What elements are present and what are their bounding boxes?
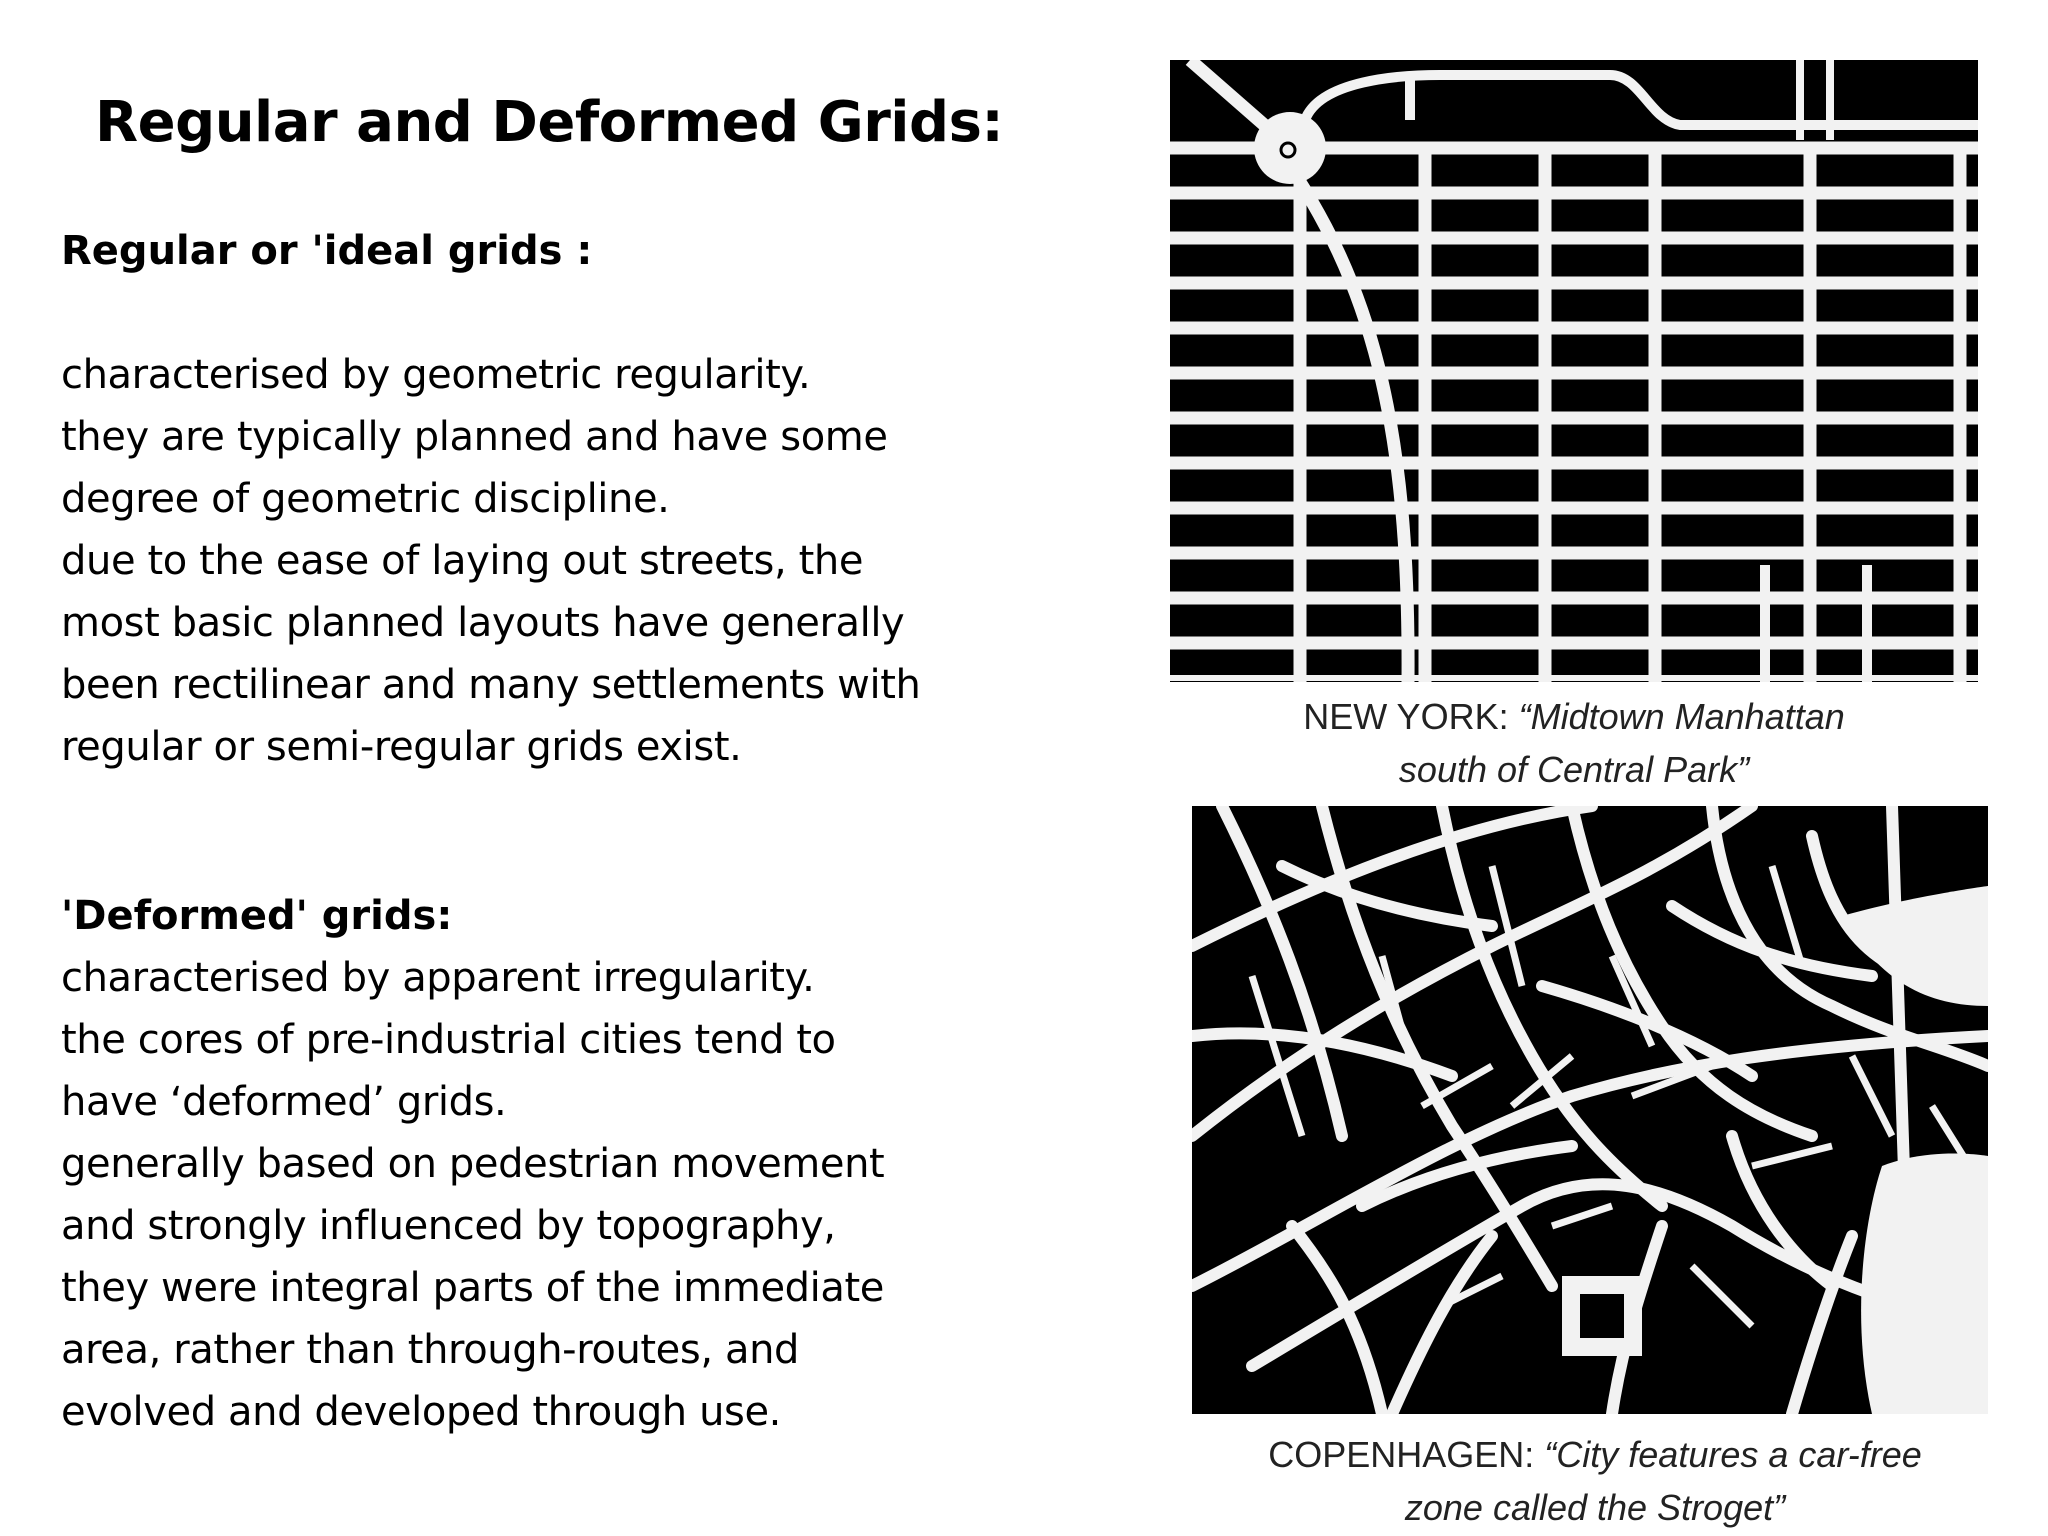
regular-grids-heading: Regular or 'ideal grids : [61,228,593,274]
cph-street [1222,806,1342,1136]
deformed-line: have ‘deformed’ grids. [61,1079,507,1125]
deformed-grids-section [61,885,1121,1443]
regular-line: characterised by geometric regularity. [61,352,811,398]
regular-line: degree of geometric discipline. [61,476,670,522]
cph-lane [1852,1056,1892,1136]
regular-line: due to the ease of laying out streets, the [61,538,864,584]
regular-line: regular or semi-regular grids exist. [61,724,742,770]
deformed-line: and strongly influenced by topography, [61,1203,836,1249]
ny-diagonal-street [1190,60,1270,130]
copenhagen-quote-line1: “City features a car-free [1544,1434,1922,1475]
new-york-quote-line1: “Midtown Manhattan [1518,696,1845,737]
page-title: Regular and Deformed Grids: [95,90,1004,155]
new-york-grid-map [1170,60,1978,682]
deformed-line: the cores of pre-industrial cities tend to [61,1017,836,1063]
deformed-line: evolved and developed through use. [61,1389,781,1435]
new-york-street-network [1170,60,1978,682]
deformed-line: generally based on pedestrian movement [61,1141,885,1187]
deformed-line: characterised by apparent irregularity. [61,955,815,1001]
copenhagen-quote-line2: zone called the Stroget” [1404,1487,1786,1528]
copenhagen-caption [1170,1428,2020,1534]
cph-street [1192,806,1752,1136]
cph-lane [1552,1206,1612,1226]
regular-line: been rectilinear and many settlements with [61,662,921,708]
deformed-grids-heading: 'Deformed' grids: [61,893,453,939]
ny-columbus-circle [1254,112,1326,184]
new-york-quote-line2: south of Central Park” [1398,749,1750,790]
cph-palace-building [1580,1294,1624,1338]
cph-open-square [1861,1154,1988,1415]
copenhagen-street-network [1192,806,1988,1414]
new-york-place-label: NEW YORK: [1303,696,1509,737]
copenhagen-grid-map [1192,806,1988,1414]
cph-open-square [1842,886,1988,1006]
regular-line: most basic planned layouts have generally [61,600,905,646]
cph-street [1392,1236,1492,1414]
cph-lane [1752,1146,1832,1166]
new-york-caption [1170,690,1978,796]
regular-grids-section [61,220,1121,778]
copenhagen-place-label: COPENHAGEN: [1268,1434,1535,1475]
deformed-line: area, rather than through-routes, and [61,1327,800,1373]
deformed-line: they were integral parts of the immediate [61,1265,884,1311]
cph-lane [1692,1266,1752,1326]
regular-line: they are typically planned and have some [61,414,888,460]
